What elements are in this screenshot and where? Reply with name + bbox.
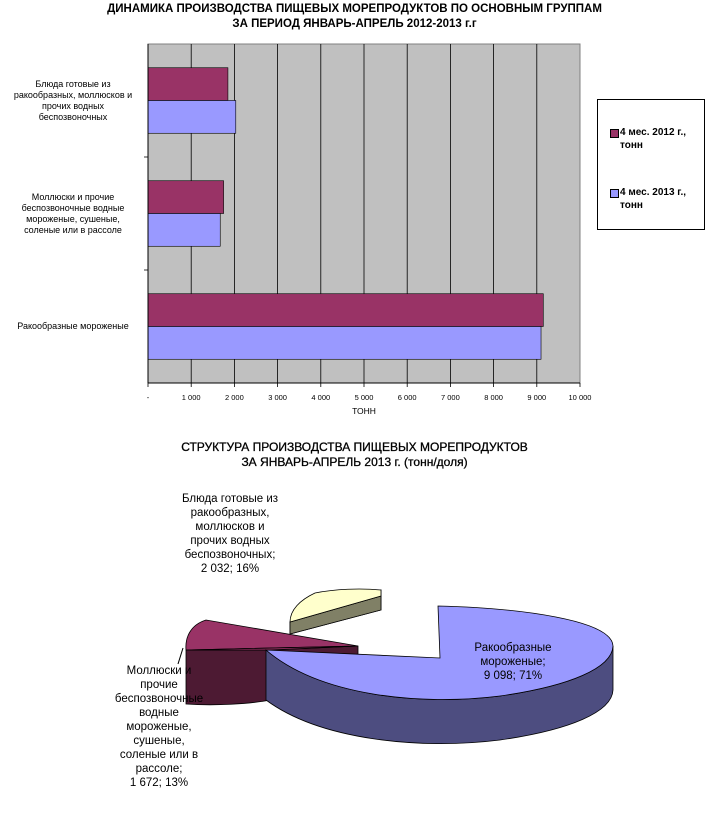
bar-chart-title-line-1: ДИНАМИКА ПРОИЗВОДСТВА ПИЩЕВЫХ МОРЕПРОДУКТОВ ПО ОСНОВНЫМ ГРУППАМ (107, 3, 602, 15)
y-category-label-line: беспозвоночные водные (21, 202, 125, 213)
pie-label-dishes-line-1: Блюда готовые из (181, 493, 279, 505)
y-category-label-line: Ракообразные мороженые (17, 321, 129, 331)
pie-label-molluscs-line-8: рассоле; (135, 763, 183, 775)
pie-label-molluscs-line-9: 1 672; 13% (129, 777, 189, 789)
pie-label-molluscs-line-7: соленые или в (119, 749, 199, 761)
bar-chart-title-line-2: ЗА ПЕРИОД ЯНВАРЬ-АПРЕЛЬ 2012-2013 г.г (232, 18, 477, 30)
pie-label-crustaceans (448, 641, 578, 683)
y-category-label (4, 79, 142, 123)
pie-label-crustaceans-line-3: 9 098; 71% (483, 670, 543, 682)
bar-chart-legend (597, 99, 705, 230)
pie-slice-dishes (290, 589, 381, 634)
x-tick-label: 5 000 (354, 393, 374, 402)
bar-2013-cat-1 (148, 214, 220, 247)
bar-2013-cat-0 (148, 101, 236, 134)
y-category-label-line: мороженые, сушеные, (26, 213, 120, 224)
y-category-label-line: ракообразных, моллюсков и (13, 89, 133, 100)
pie-label-molluscs-line-5: мороженые, (126, 721, 192, 733)
pie-label-molluscs-line-1: Моллюски и (126, 665, 192, 677)
x-tick-label: 2 000 (225, 393, 244, 402)
bar-2012-cat-0 (148, 68, 228, 101)
x-tick-label: 4 000 (311, 393, 331, 402)
pie-label-crustaceans-line-2: мороженые; (480, 656, 546, 668)
pie-leader-line (178, 648, 183, 664)
y-category-label-line: соленые или в рассоле (24, 224, 122, 235)
y-category-label-line: беспозвоночных (38, 111, 108, 122)
y-category-label (4, 192, 142, 236)
pie-label-molluscs (96, 664, 222, 790)
x-tick-label: 10 000 (568, 393, 592, 402)
bar-2013-cat-2 (148, 327, 541, 360)
bar-2012-cat-2 (148, 294, 543, 327)
x-tick-label: 1 000 (181, 393, 201, 402)
y-category-label-line: Блюда готовые из (35, 78, 111, 89)
legend-label-2012-line-2: тонн (620, 140, 643, 151)
x-axis-label: ТОНН (352, 406, 376, 416)
pie-label-dishes-line-4: прочих водных (190, 535, 270, 547)
pie-label-crustaceans-line-1: Ракообразные (474, 642, 552, 654)
legend-label-2012-line-1: 4 мес. 2012 г., (620, 127, 687, 138)
legend-label-2013-line-2: тонн (620, 200, 643, 211)
pie-label-molluscs-line-6: сушеные, (133, 735, 185, 747)
legend-label-2013-line-1: 4 мес. 2013 г., (620, 187, 687, 198)
y-category-label-line: Моллюски и прочие (31, 191, 115, 202)
x-tick-label: - (146, 393, 150, 402)
x-tick-label: 8 000 (484, 393, 503, 402)
y-category-label-line: прочих водных (41, 100, 105, 111)
x-tick-label: 3 000 (268, 393, 287, 402)
pie-label-dishes-line-5: беспозвоночных; (184, 549, 276, 561)
legend-swatch-2013 (610, 189, 619, 198)
bar-2012-cat-1 (148, 181, 224, 214)
x-tick-label: 6 000 (397, 393, 417, 402)
pie-label-dishes-line-2: ракообразных, (190, 507, 270, 519)
pie-label-molluscs-line-3: беспозвоночные (114, 693, 204, 705)
y-category-label (4, 321, 142, 332)
pie-label-dishes (150, 492, 310, 576)
pie-label-dishes-line-3: моллюсков и (195, 521, 265, 533)
pie-label-dishes-line-6: 2 032; 16% (200, 563, 260, 575)
pie-label-molluscs-line-2: прочие (140, 679, 178, 691)
pie-chart-title-line-1: СТРУКТУРА ПРОИЗВОДСТВА ПИЩЕВЫХ МОРЕПРОДУКТОВ (181, 440, 528, 454)
legend-swatch-2012 (610, 129, 619, 138)
x-tick-label: 7 000 (441, 393, 460, 402)
pie-chart-title-line-2: ЗА ЯНВАРЬ-АПРЕЛЬ 2013 г. (тонн/доля) (241, 455, 468, 469)
pie-label-molluscs-line-4: водные (139, 707, 179, 719)
x-tick-label: 9 000 (527, 393, 547, 402)
